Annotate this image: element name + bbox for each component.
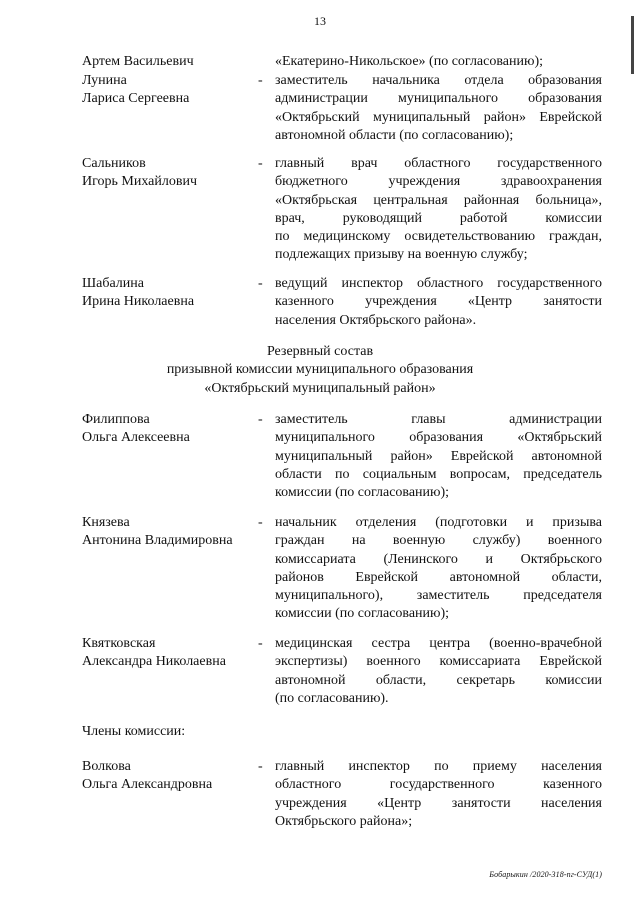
person-role: медицинская сестра центра (военно-врачебной экспертизы) военного комиссариата Еврейской автономной области, секретарь комиссии (по согласованию).: [275, 636, 602, 706]
list-dash: -: [258, 276, 263, 291]
entry-shabalina: [82, 275, 602, 328]
person-role: главный инспектор по приему населения областного государственного казенного учреждения «Центр занятости населения Октябрьского района»;: [275, 759, 602, 829]
person-name: Сальников Игорь Михайлович: [82, 156, 197, 190]
person-name: Квятковская Александра Николаевна: [82, 636, 226, 670]
entry-artem: [82, 53, 602, 69]
person-name: Филиппова Ольга Алексеевна: [82, 412, 190, 446]
person-role: «Екатерино-Никольское» (по согласованию);: [275, 54, 543, 69]
list-dash: -: [258, 515, 263, 530]
footer-document-code: Бобарыкин /2020-318-пг-СУД(1): [489, 870, 602, 879]
entry-kvyatkovskaya: [82, 635, 602, 706]
list-dash: -: [258, 156, 263, 171]
entry-knyazeva: [82, 514, 602, 622]
person-name: Князева Антонина Владимировна: [82, 515, 233, 549]
person-role: заместитель главы администрации муниципального образования «Октябрьский муниципальный район» Еврейской автономной области по социальным вопросам, председатель комиссии (по согласованию);: [275, 412, 602, 501]
person-name: Лунина Лариса Сергеевна: [82, 73, 190, 107]
person-role: ведущий инспектор областного государственного казенного учреждения «Центр занятости населения Октябрьского района».: [275, 276, 602, 328]
binding-edge-mark: [631, 16, 634, 74]
person-role: главный врач областного государственного бюджетного учреждения здравоохранения «Октябрьская центральная районная больница», врач, руководящий работой комиссии по медицинскому освидетельствованию граждан, подлежащих призыву на военную службу;: [275, 156, 602, 263]
person-role: заместитель начальника отдела образования администрации муниципального образования «Октябрьский муниципальный район» Еврейской автономной области (по согласованию);: [275, 73, 602, 143]
entry-volkova: [82, 758, 602, 829]
page-number: 13: [314, 14, 326, 28]
entry-salnikov: [82, 155, 602, 263]
person-name: Шабалина Ирина Николаевна: [82, 276, 195, 310]
members-label: Члены комиссии:: [82, 724, 186, 739]
reserve-heading: Резервный состав призывной комиссии муниципального образования «Октябрьский муниципальный район»: [166, 344, 474, 396]
entry-lunina: [82, 72, 602, 143]
list-dash: -: [258, 636, 263, 651]
list-dash: -: [258, 412, 263, 427]
list-dash: -: [258, 759, 263, 774]
entry-filippova: [82, 411, 602, 501]
list-dash: -: [258, 73, 263, 88]
person-role: начальник отделения (подготовки и призыва граждан на военную службу) военного комиссариата (Ленинского и Октябрьского районов Еврейской автономной области, муниципального), заместитель председателя комиссии (по согласованию);: [275, 515, 602, 622]
person-name: Волкова Ольга Александровна: [82, 759, 213, 793]
person-name: Артем Васильевич: [82, 54, 194, 69]
